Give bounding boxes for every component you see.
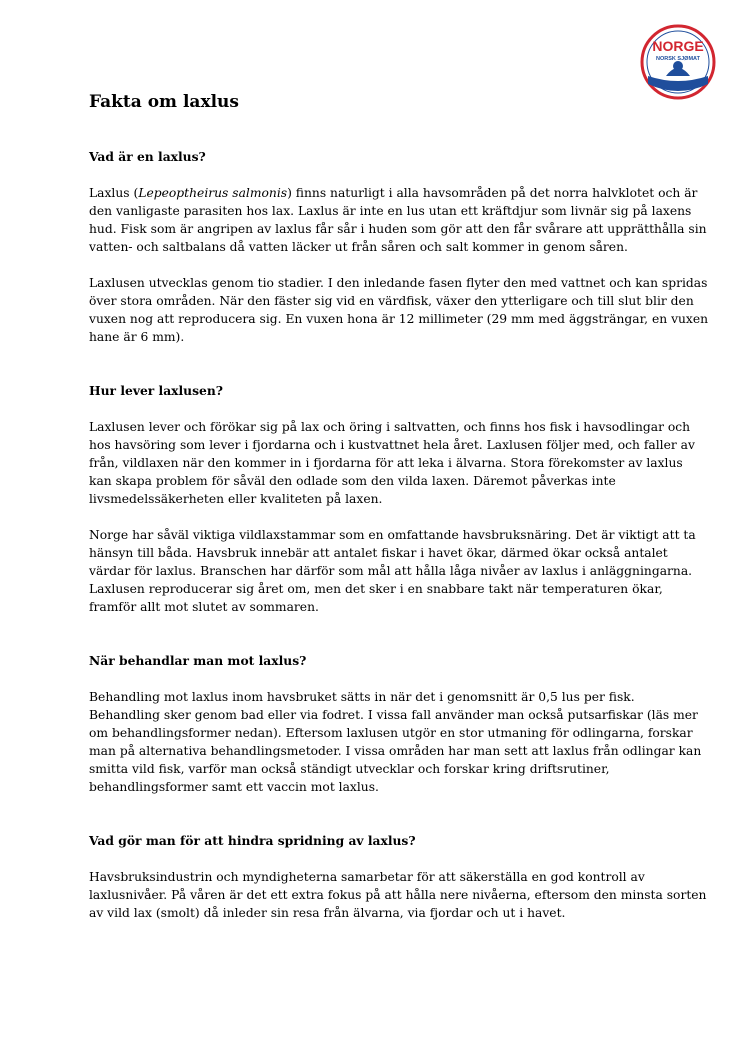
page-title: Fakta om laxlus — [89, 92, 239, 112]
document-body — [89, 148, 709, 922]
paragraph-text: Laxlus ( — [89, 186, 139, 200]
section-when-treated — [89, 652, 709, 796]
section-heading: Hur lever laxlusen? — [89, 383, 224, 398]
paragraph: Laxlusen utvecklas genom tio stadier. I den inledande fasen flyter den med vattnet och kan spridas över stora områden. När den fäster sig vid en värdfisk, växer den ytterligare och till slut blir den vuxen nog att reproducera sig. En vuxen hona är 12 millimeter (29 mm med äggsträngar, en vuxen hane är 6 mm). — [89, 276, 709, 344]
species-name: Lepeoptheirus salmonis — [138, 186, 288, 200]
section-prevent-spread — [89, 832, 709, 922]
section-heading: När behandlar man mot laxlus? — [89, 653, 307, 668]
section-how-lice-live — [89, 382, 709, 616]
section-heading: Vad är en laxlus? — [89, 149, 206, 164]
paragraph-text: ) finns naturligt i alla havsområden på det norra halvklotet och är den vanligaste parasiten hos lax. Laxlus är inte en lus utan ett kräftdjur som livnär sig på laxens hud. Fisk som är angripen av laxlus får sår i huden som gör att den får svårare att upprätthålla sin vatten- och saltbalans då vatten läcker ut från såren och salt kommer in genom såren. — [89, 186, 707, 254]
paragraph — [89, 184, 709, 256]
paragraph: Havsbruksindustrin och myndigheterna samarbetar för att säkerställa en god kontroll av laxlusnivåer. På våren är det ett extra fokus på att hålla nere nivåerna, eftersom den minsta sorten av vild lax (smolt) då inleder sin resa från älvarna, via fjordar och ut i havet. — [89, 870, 707, 920]
section-what-is-salmon-lice — [89, 148, 709, 346]
norge-seafood-logo — [638, 22, 718, 102]
paragraph: Behandling mot laxlus inom havsbruket sätts in när det i genomsnitt är 0,5 lus per fisk. Behandling sker genom bad eller via fodret. I vissa fall använder man också putsarfiskar (läs mer om behandlingsformer nedan). Eftersom laxlusen utgör en stor utmaning för odlingarna, forskar man på alternativa behandlingsmetoder. I vissa områden har man sett att laxlus från odlingar kan smitta vild fisk, varför man också ständigt utvecklar och forskar kring driftsrutiner, behandlingsformer samt ett vaccin mot laxlus. — [89, 690, 702, 794]
paragraph: Laxlusen lever och förökar sig på lax och öring i saltvatten, och finns hos fisk i havsodlingar och hos havsöring som lever i fjordarna och i kustvattnet hela året. Laxlusen följer med, och faller av från, vildlaxen när den kommer in i fjordarna för att leka i älvarna. Stora förekomster av laxlus kan skapa problem för såväl den odlade som den vilda laxen. Däremot påverkas inte livsmedelssäkerheten eller kvaliteten på laxen. — [89, 420, 695, 506]
logo-tagline-text: NORSK SJØMAT — [656, 56, 700, 62]
section-heading: Vad gör man för att hindra spridning av laxlus? — [89, 833, 416, 848]
logo-brand-text: NORGE — [652, 38, 704, 54]
paragraph: Norge har såväl viktiga vildlaxstammar som en omfattande havsbruksnäring. Det är viktigt att ta hänsyn till båda. Havsbruk innebär att antalet fiskar i havet ökar, därmed ökar också antalet värdar för laxlus. Branschen har därför som mål att hålla låga nivåer av laxlus i anläggningarna. Laxlusen reproducerar sig året om, men det sker i en snabbare takt när temperaturen ökar, framför allt mot slutet av sommaren. — [89, 528, 696, 614]
